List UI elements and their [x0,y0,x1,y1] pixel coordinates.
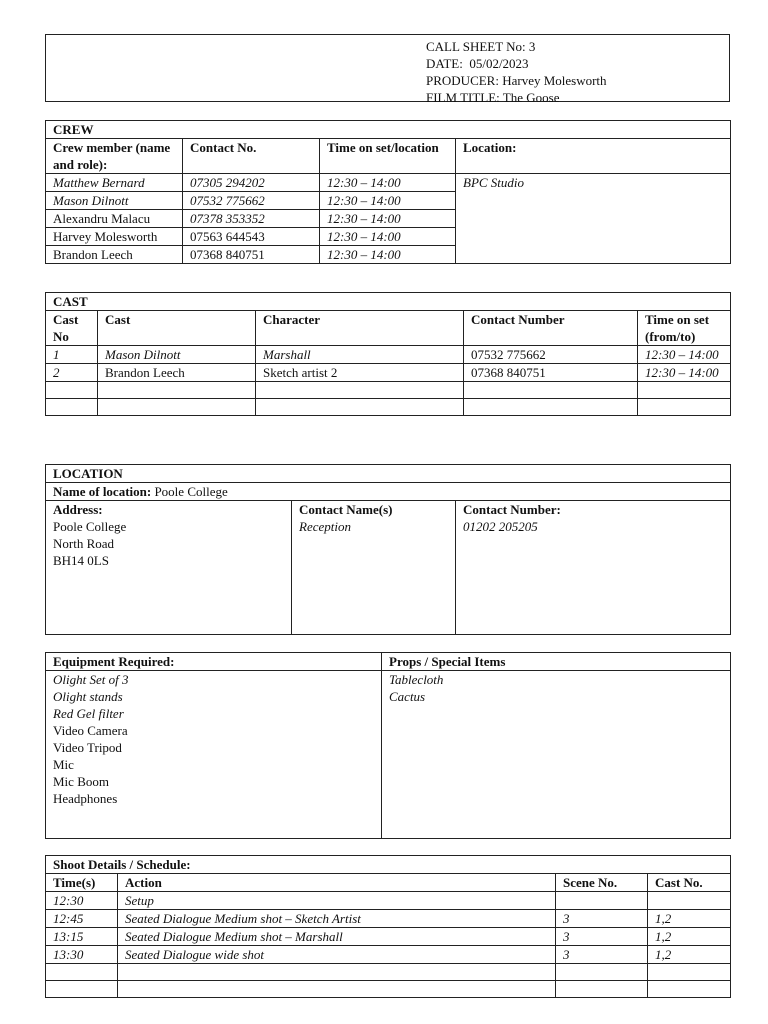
crew-contact: 07563 644543 [183,228,320,246]
crew-title: CREW [46,121,731,139]
schedule-scene [556,892,648,910]
schedule-header-scene: Scene No. [556,874,648,892]
location-name-value: Poole College [151,484,228,499]
list-item: Video Camera [53,723,128,738]
crew-time: 12:30 – 14:00 [320,192,456,210]
equipment-label: Equipment Required: [46,653,382,671]
table-row [46,892,731,910]
crew-header-member: Crew member (name and role): [46,139,183,174]
cast-contact: 07532 775662 [464,346,638,364]
address-line: Poole College [53,519,127,534]
contact-name-value: Reception [299,519,351,534]
call-sheet-date: DATE: 05/02/2023 [426,56,529,71]
cast-header-time: Time on set (from/to) [638,311,731,346]
crew-contact: 07378 353352 [183,210,320,228]
table-row [46,928,731,946]
crew-location-value: BPC Studio [456,174,731,264]
table-row [46,346,731,364]
equipment-table [45,652,731,839]
address-cell [46,501,292,635]
schedule-time: 12:45 [46,910,118,928]
table-row [46,946,731,964]
list-item: Olight stands [53,689,123,704]
schedule-scene: 3 [556,946,648,964]
schedule-cast: 1,2 [648,946,731,964]
contact-number-cell [456,501,731,635]
schedule-header-action: Action [118,874,556,892]
cast-time: 12:30 – 14:00 [638,364,731,382]
crew-name: Brandon Leech [46,246,183,264]
crew-contact: 07305 294202 [183,174,320,192]
crew-time: 12:30 – 14:00 [320,228,456,246]
crew-contact: 07368 840751 [183,246,320,264]
film-title: FILM TITLE: The Goose [426,90,560,105]
schedule-cast [648,892,731,910]
contact-name-cell [292,501,456,635]
table-row [46,910,731,928]
address-label: Address: [53,502,103,517]
schedule-header-time: Time(s) [46,874,118,892]
table-row [46,364,731,382]
crew-header-contact: Contact No. [183,139,320,174]
schedule-cast: 1,2 [648,910,731,928]
contact-number-label: Contact Number: [463,502,561,517]
schedule-time: 12:30 [46,892,118,910]
crew-name: Mason Dilnott [46,192,183,210]
cast-no: 2 [46,364,98,382]
call-sheet-header [45,34,730,105]
address-line: North Road [53,536,115,551]
schedule-header-cast: Cast No. [648,874,731,892]
crew-header-location: Location: [456,139,731,174]
crew-contact: 07532 775662 [183,192,320,210]
producer: PRODUCER: Harvey Molesworth [426,73,607,88]
schedule-time: 13:15 [46,928,118,946]
list-item: Headphones [53,791,118,806]
schedule-table [45,855,731,998]
list-item: Video Tripod [53,740,122,755]
crew-header-time: Time on set/location [320,139,456,174]
list-item: Olight Set of 3 [53,672,129,687]
address-line: BH14 0LS [53,553,109,568]
list-item: Mic Boom [53,774,109,789]
schedule-time: 13:30 [46,946,118,964]
schedule-action: Seated Dialogue wide shot [118,946,556,964]
cast-no: 1 [46,346,98,364]
table-row [46,174,731,192]
list-item: Mic [53,757,74,772]
cast-character: Marshall [256,346,464,364]
schedule-scene: 3 [556,928,648,946]
cast-header-cast: Cast [98,311,256,346]
schedule-scene: 3 [556,910,648,928]
crew-time: 12:30 – 14:00 [320,210,456,228]
cast-character: Sketch artist 2 [256,364,464,382]
schedule-title: Shoot Details / Schedule: [46,856,731,874]
table-row [46,981,731,998]
list-item: Tablecloth [389,672,444,687]
cast-contact: 07368 840751 [464,364,638,382]
schedule-cast: 1,2 [648,928,731,946]
schedule-action: Seated Dialogue Medium shot – Sketch Artist [118,910,556,928]
cast-header-no: Cast No [46,311,98,346]
props-label: Props / Special Items [382,653,731,671]
crew-name: Harvey Molesworth [46,228,183,246]
list-item: Red Gel filter [53,706,124,721]
cast-title: CAST [46,293,731,311]
cast-header-contact: Contact Number [464,311,638,346]
cast-table [45,292,731,416]
crew-time: 12:30 – 14:00 [320,246,456,264]
header-info [426,38,607,106]
schedule-action: Seated Dialogue Medium shot – Marshall [118,928,556,946]
cast-name: Mason Dilnott [98,346,256,364]
props-list [382,671,731,839]
contact-number-value: 01202 205205 [463,519,538,534]
crew-table [45,120,731,264]
cast-header-character: Character [256,311,464,346]
location-name-label: Name of location: [53,484,152,499]
cast-name: Brandon Leech [98,364,256,382]
table-row [46,964,731,981]
equipment-list [46,671,382,839]
location-title: LOCATION [46,465,731,483]
crew-name: Alexandru Malacu [46,210,183,228]
list-item: Cactus [389,689,426,704]
location-name-row [46,483,731,501]
location-table [45,464,731,635]
crew-time: 12:30 – 14:00 [320,174,456,192]
schedule-action: Setup [118,892,556,910]
cast-time: 12:30 – 14:00 [638,346,731,364]
call-sheet-number: CALL SHEET No: 3 [426,39,536,54]
crew-name: Matthew Bernard [46,174,183,192]
contact-name-label: Contact Name(s) [299,502,393,517]
table-row [46,382,731,399]
table-row [46,399,731,416]
